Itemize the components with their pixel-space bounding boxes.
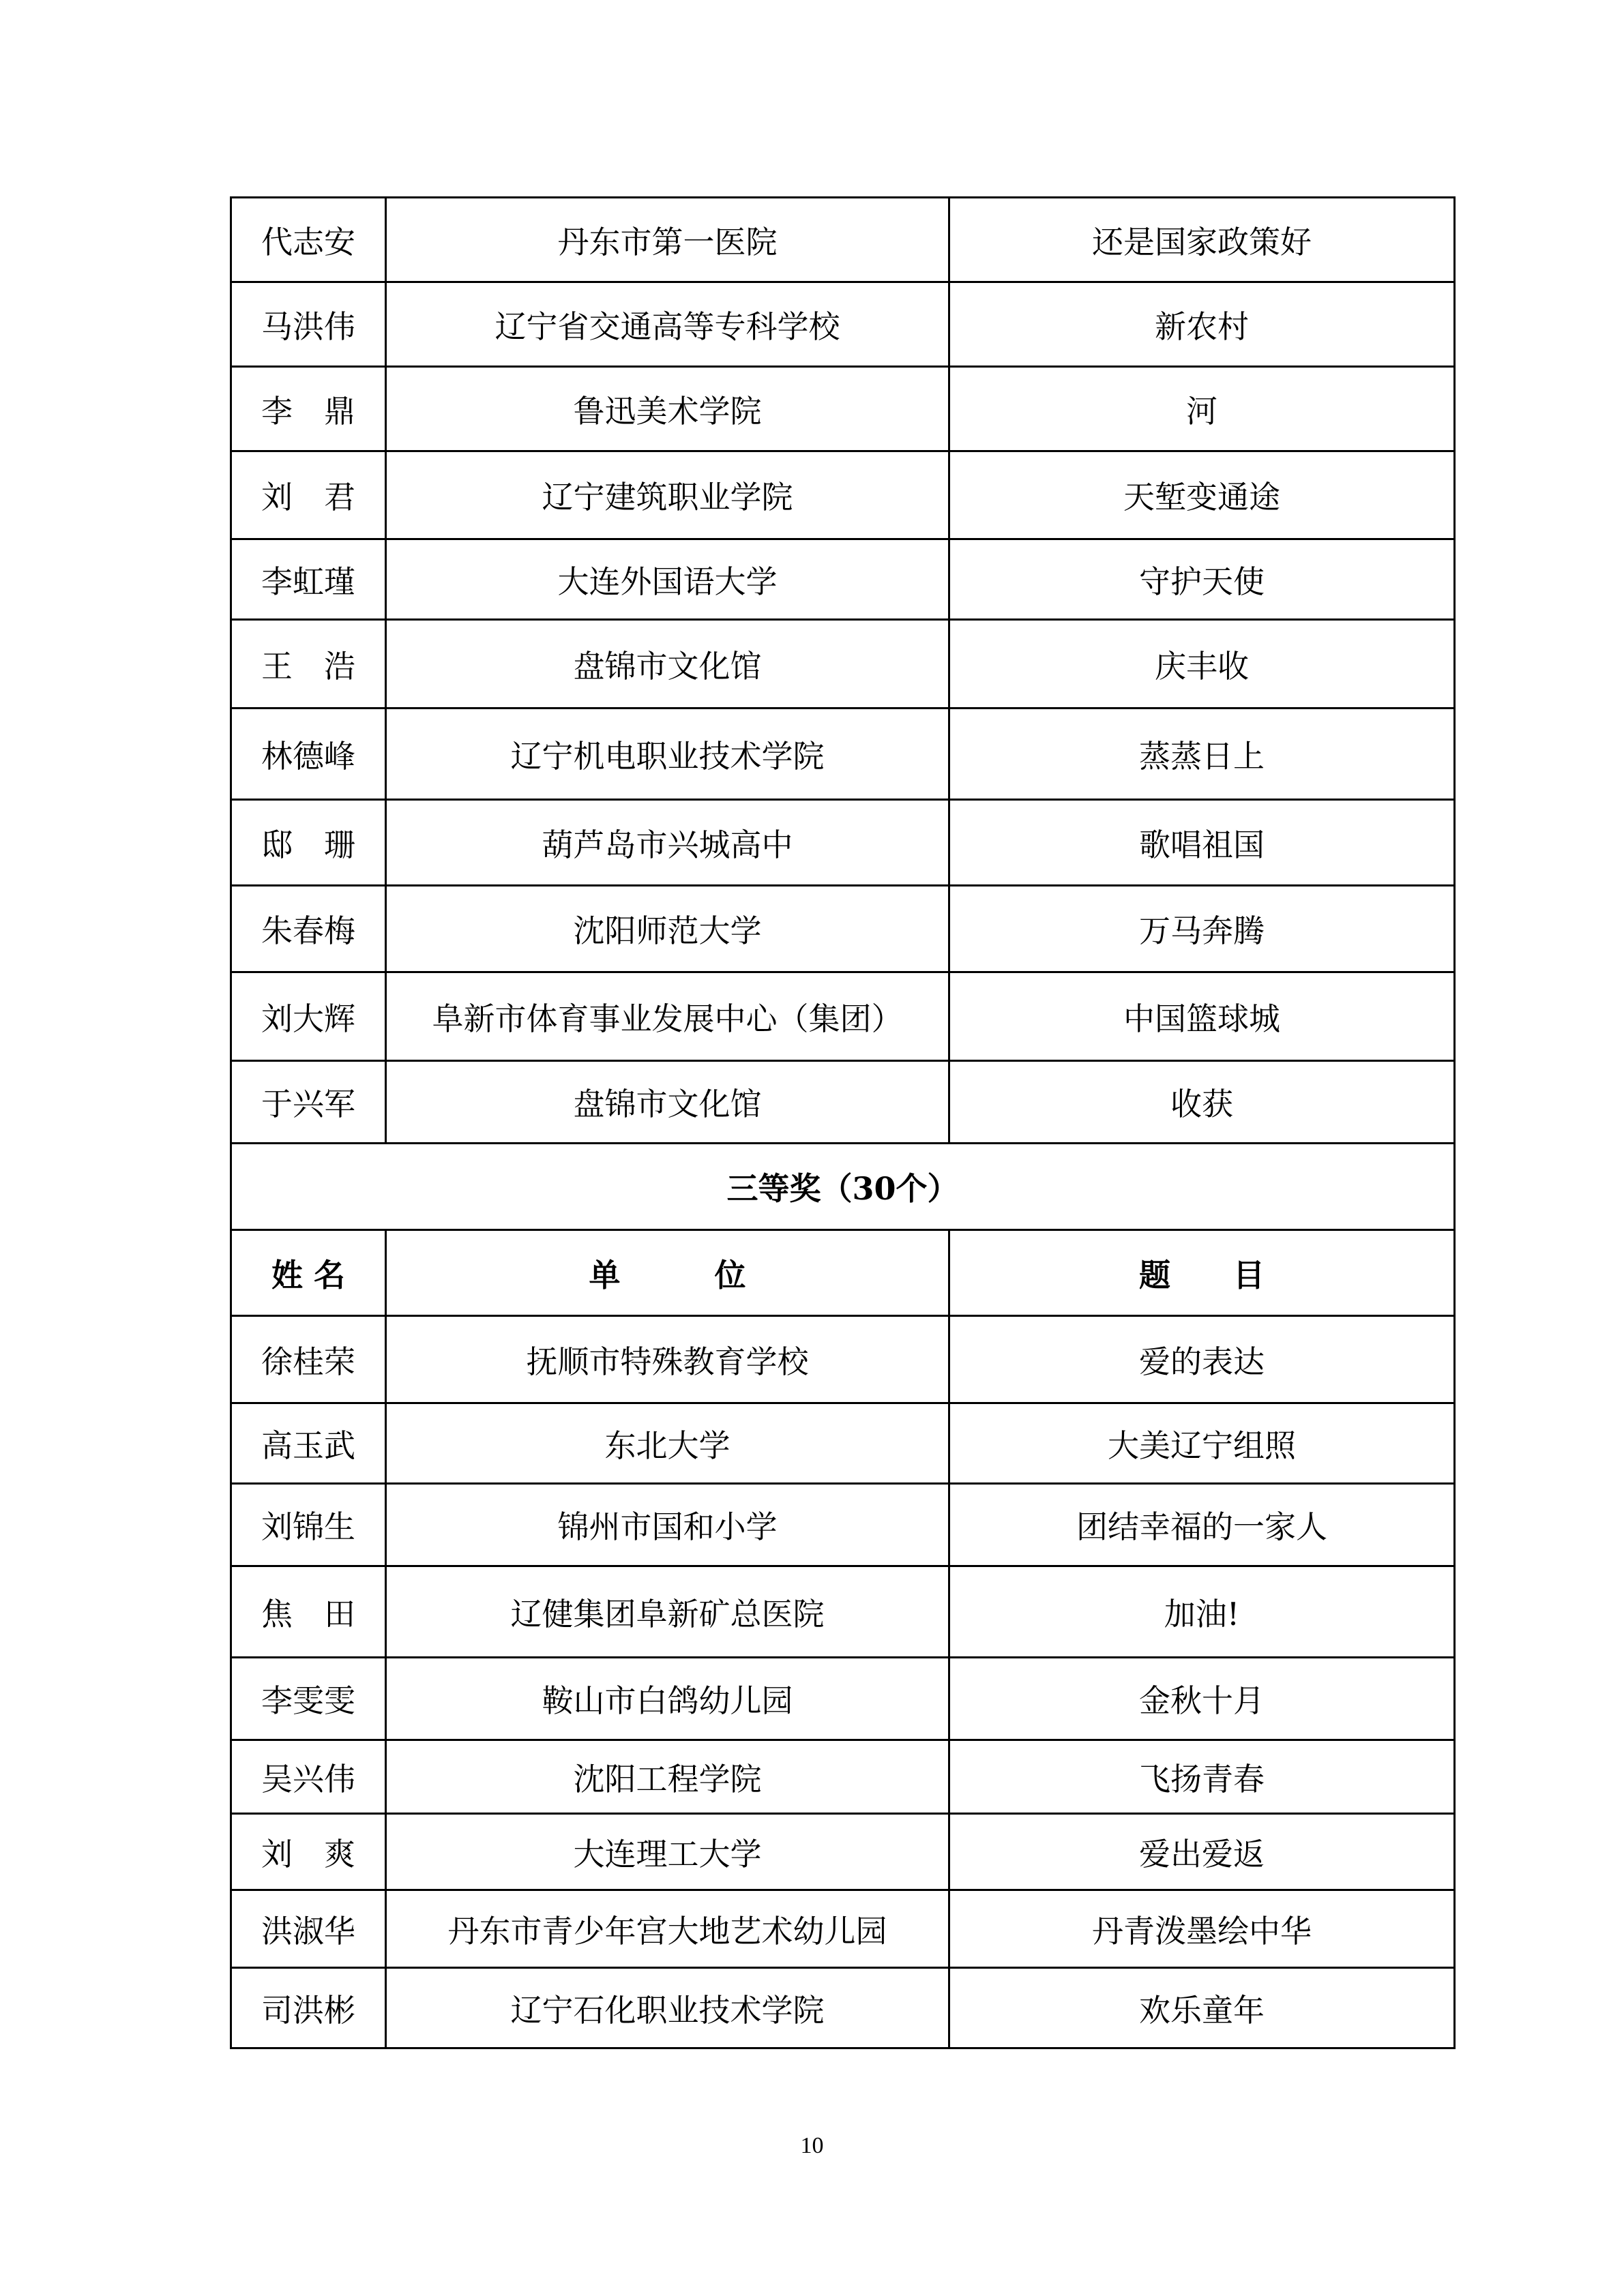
- winner-unit: 鞍山市白鸽幼儿园: [386, 1658, 949, 1740]
- winner-name: 徐桂荣: [231, 1316, 386, 1403]
- work-title: 天堑变通途: [949, 451, 1455, 539]
- section-title: 三等奖（30个）: [231, 1144, 1455, 1230]
- header-name: 姓 名: [231, 1230, 386, 1316]
- winner-name: 李虹瑾: [231, 539, 386, 620]
- winner-name: 司洪彬: [231, 1968, 386, 2048]
- table-row: [231, 539, 1455, 620]
- work-title: 金秋十月: [949, 1658, 1455, 1740]
- winner-unit: 鲁迅美术学院: [386, 367, 949, 451]
- work-title: 中国篮球城: [949, 972, 1455, 1061]
- winner-unit: 大连外国语大学: [386, 539, 949, 620]
- section-title-row: [231, 1144, 1455, 1230]
- work-title: 大美辽宁组照: [949, 1403, 1455, 1484]
- winner-name: 吴兴伟: [231, 1740, 386, 1814]
- winner-name: 李 鼎: [231, 367, 386, 451]
- winner-name: 于兴军: [231, 1061, 386, 1144]
- table-row: [231, 1061, 1455, 1144]
- winner-name: 代志安: [231, 198, 386, 282]
- winner-name: 邸 珊: [231, 800, 386, 886]
- table-row: [231, 620, 1455, 709]
- table-row: [231, 1316, 1455, 1403]
- winner-name: 李雯雯: [231, 1658, 386, 1740]
- winner-name: 刘 君: [231, 451, 386, 539]
- winner-name: 刘锦生: [231, 1484, 386, 1566]
- header-title: 题 目: [949, 1230, 1455, 1316]
- winner-unit: 丹东市第一医院: [386, 198, 949, 282]
- winner-name: 朱春梅: [231, 886, 386, 972]
- winner-unit: 辽宁建筑职业学院: [386, 451, 949, 539]
- work-title: 万马奔腾: [949, 886, 1455, 972]
- winner-unit: 辽宁机电职业技术学院: [386, 709, 949, 800]
- winner-unit: 锦州市国和小学: [386, 1484, 949, 1566]
- work-title: 新农村: [949, 282, 1455, 367]
- work-title: 守护天使: [949, 539, 1455, 620]
- winner-unit: 沈阳工程学院: [386, 1740, 949, 1814]
- work-title: 收获: [949, 1061, 1455, 1144]
- table-row: [231, 451, 1455, 539]
- table-row: [231, 972, 1455, 1061]
- table-row: [231, 1968, 1455, 2048]
- winner-unit: 大连理工大学: [386, 1814, 949, 1890]
- table-row: [231, 1658, 1455, 1740]
- winner-name: 焦 田: [231, 1566, 386, 1658]
- winner-name: 刘大辉: [231, 972, 386, 1061]
- table-row: [231, 1814, 1455, 1890]
- table-row: [231, 1403, 1455, 1484]
- work-title: 爱的表达: [949, 1316, 1455, 1403]
- work-title: 飞扬青春: [949, 1740, 1455, 1814]
- table-row: [231, 886, 1455, 972]
- winner-name: 王 浩: [231, 620, 386, 709]
- winner-unit: 辽宁石化职业技术学院: [386, 1968, 949, 2048]
- work-title: 还是国家政策好: [949, 198, 1455, 282]
- winner-unit: 盘锦市文化馆: [386, 620, 949, 709]
- winner-name: 林德峰: [231, 709, 386, 800]
- work-title: 歌唱祖国: [949, 800, 1455, 886]
- header-row: [231, 1230, 1455, 1316]
- award-table: [230, 196, 1456, 2049]
- work-title: 丹青泼墨绘中华: [949, 1890, 1455, 1968]
- winner-unit: 东北大学: [386, 1403, 949, 1484]
- winner-name: 高玉武: [231, 1403, 386, 1484]
- winner-unit: 沈阳师范大学: [386, 886, 949, 972]
- winner-unit: 丹东市青少年宫大地艺术幼儿园: [386, 1890, 949, 1968]
- table-row: [231, 1740, 1455, 1814]
- table-row: [231, 1484, 1455, 1566]
- work-title: 爱出爱返: [949, 1814, 1455, 1890]
- winner-name: 马洪伟: [231, 282, 386, 367]
- table-row: [231, 367, 1455, 451]
- work-title: 加油!: [949, 1566, 1455, 1658]
- page-number: 10: [800, 2133, 824, 2158]
- winner-unit: 阜新市体育事业发展中心（集团）: [386, 972, 949, 1061]
- table-row: [231, 198, 1455, 282]
- table-row: [231, 1890, 1455, 1968]
- winner-unit: 辽健集团阜新矿总医院: [386, 1566, 949, 1658]
- winner-name: 刘 爽: [231, 1814, 386, 1890]
- table-row: [231, 1566, 1455, 1658]
- work-title: 团结幸福的一家人: [949, 1484, 1455, 1566]
- table-row: [231, 800, 1455, 886]
- winner-unit: 葫芦岛市兴城高中: [386, 800, 949, 886]
- table-row: [231, 282, 1455, 367]
- work-title: 庆丰收: [949, 620, 1455, 709]
- header-unit: 单 位: [386, 1230, 949, 1316]
- work-title: 欢乐童年: [949, 1968, 1455, 2048]
- winner-unit: 抚顺市特殊教育学校: [386, 1316, 949, 1403]
- winner-unit: 辽宁省交通高等专科学校: [386, 282, 949, 367]
- work-title: 河: [949, 367, 1455, 451]
- table-row: [231, 709, 1455, 800]
- winner-name: 洪淑华: [231, 1890, 386, 1968]
- winner-unit: 盘锦市文化馆: [386, 1061, 949, 1144]
- work-title: 蒸蒸日上: [949, 709, 1455, 800]
